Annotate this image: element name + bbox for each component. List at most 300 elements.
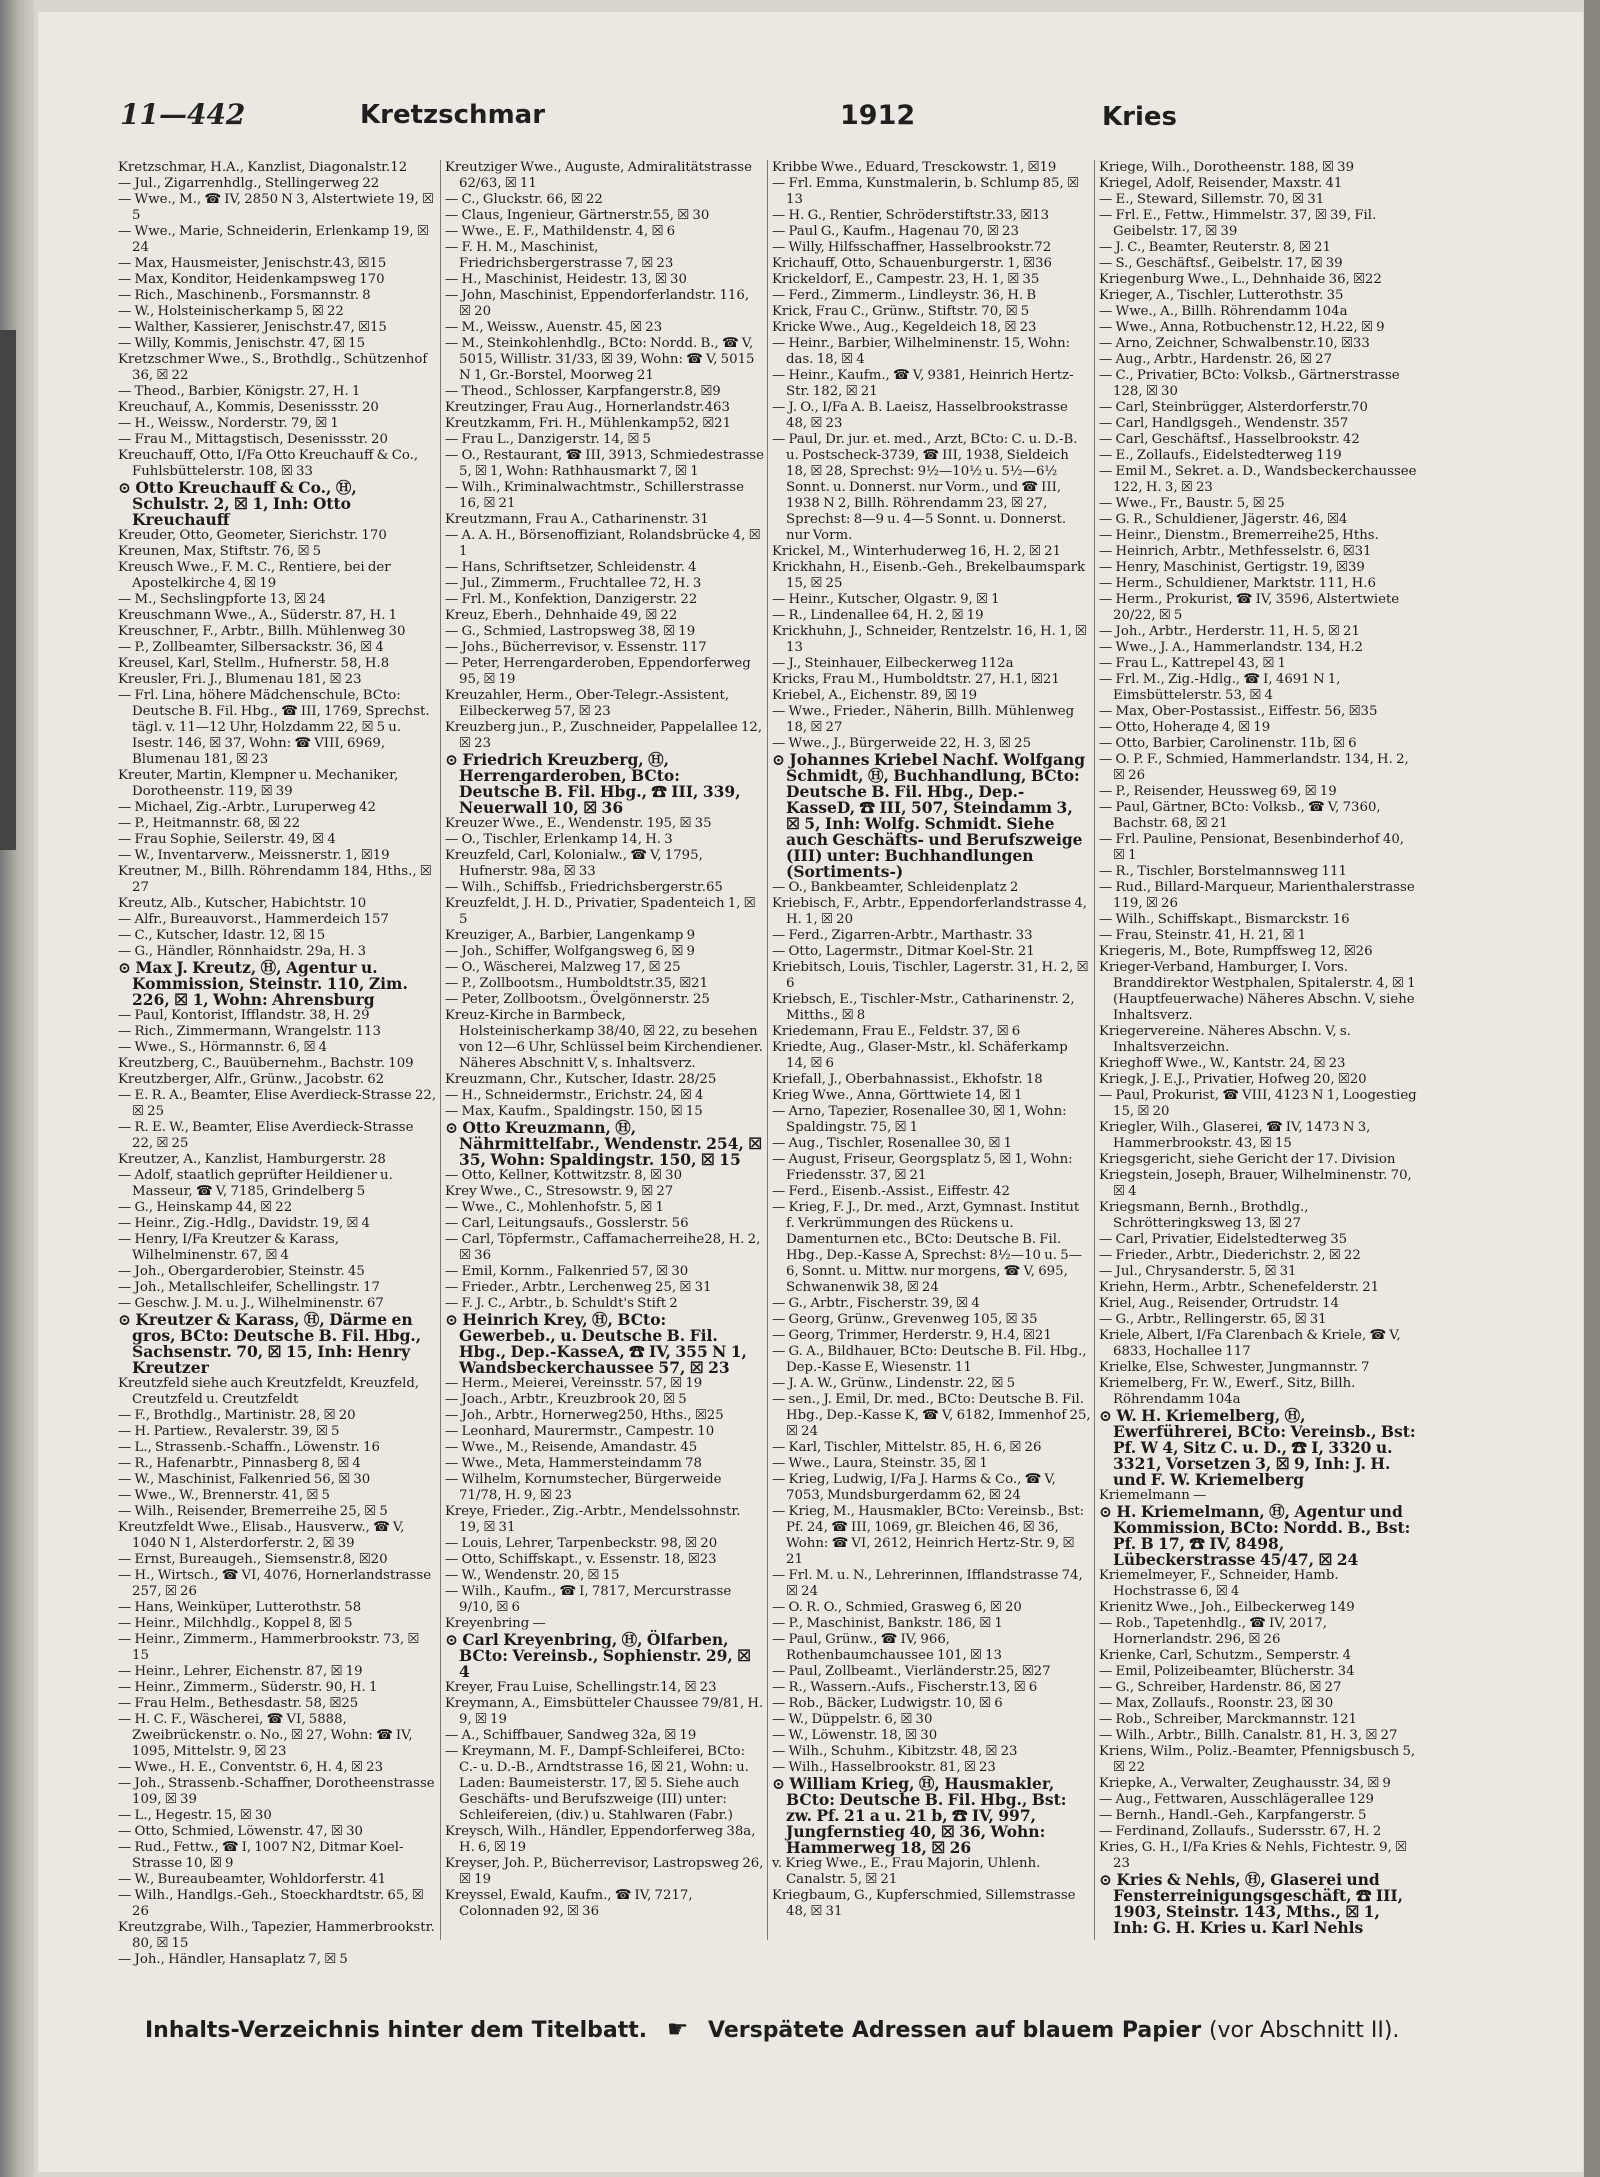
directory-entry: — Wilh., Kaufm., ☎ I, 7817, Mercurstrasse 9/10, ☒ 6 xyxy=(445,1584,732,1615)
directory-entry: — A., Schiffbauer, Sandweg 32a, ☒ 19 xyxy=(445,1728,697,1743)
directory-entry: — Bernh., Handl.-Geh., Karpfangerstr. 5 xyxy=(1099,1808,1367,1823)
directory-entry: — John, Maschinist, Eppendorferlandstr. 116, ☒ 20 xyxy=(445,288,750,319)
directory-entry: — Wwe., J., Bürgerweide 22, H. 3, ☒ 25 xyxy=(772,736,1032,751)
directory-entry: Kreuder, Otto, Geometer, Sierichstr. 170 xyxy=(118,528,387,543)
directory-entry: — Heinr., Barbier, Wilhelminenstr. 15, Wohn: das. 18, ☒ 4 xyxy=(772,336,1071,367)
directory-entry: — Herm., Meierei, Vereinsstr. 57, ☒ 19 xyxy=(445,1376,703,1391)
directory-entry: — Wilh., Kriminalwachtmstr., Schillerstrasse 16, ☒ 21 xyxy=(445,480,744,511)
directory-entry: Kreuz-Kirche in Barmbeck, Holsteinischerkamp 38/40, ☒ 22, zu besehen von 12—6 Uhr, Schlüssel beim Kirchendiener. Näheres Abschnitt V, s. Inhaltsverz. xyxy=(445,1008,763,1071)
directory-entry: — Joh., Händler, Hansaplatz 7, ☒ 5 xyxy=(118,1952,348,1967)
directory-entry: — R., Wassern.-Aufs., Fischerstr.13, ☒ 6 xyxy=(772,1680,1038,1695)
directory-entry: Kriehn, Herm., Arbtr., Schenefelderstr. 21 xyxy=(1099,1280,1380,1295)
directory-entry: Kreutzfeld siehe auch Kreutzfeldt, Kreuzfeld, Creutzfeld u. Creutzfeldt xyxy=(118,1376,420,1407)
directory-entry: — Jul., Zimmerm., Fruchtallee 72, H. 3 xyxy=(445,576,702,591)
directory-entry: Kriegel, Adolf, Reisender, Maxstr. 41 xyxy=(1099,176,1343,191)
directory-entry: — O., Restaurant, ☎ III, 3913, Schmiedestrasse 5, ☒ 1, Wohn: Rathhausmarkt 7, ☒ 1 xyxy=(445,448,765,479)
directory-entry: Kriens, Wilm., Poliz.-Beamter, Pfennigsbusch 5, ☒ 22 xyxy=(1099,1744,1416,1775)
directory-entry: — Ferd., Zigarren-Arbtr., Marthastr. 33 xyxy=(772,928,1033,943)
directory-entry: Kreye, Frieder., Zig.-Arbtr., Mendelssohnstr. 19, ☒ 31 xyxy=(445,1504,741,1535)
directory-entry: Kretzschmar, H.A., Kanzlist, Diagonalstr.12 xyxy=(118,160,408,175)
directory-entry: — M., Weissw., Auenstr. 45, ☒ 23 xyxy=(445,320,663,335)
directory-entry: — H. C. F., Wäscherei, ☎ VI, 5888, Zweibrückenstr. o. No., ☒ 27, Wohn: ☎ IV, 1095, Mittelstr. 9, ☒ 23 xyxy=(118,1712,413,1759)
directory-entry: ⊙ Kries & Nehls, Ⓗ, Glaserei und Fensterreinigungsgeschäft, ☎ III, 1903, Steinstr. 143, Mths., ☒ 1, Inh: G. H. Kries u. Karl Nehls xyxy=(1099,1870,1404,1937)
directory-entry: — Otto, Kellner, Kottwitzstr. 8, ☒ 30 xyxy=(445,1168,683,1183)
directory-entry: — P., Zollbeamter, Silbersackstr. 36, ☒ 4 xyxy=(118,640,384,655)
directory-entry: — Carl, Handlgsgeh., Wendenstr. 357 xyxy=(1099,416,1349,431)
directory-entry: Kriegervereine. Näheres Abschn. V, s. Inhaltsverzeichn. xyxy=(1099,1024,1351,1055)
directory-entry: — Hans, Weinküper, Lutterothstr. 58 xyxy=(118,1600,362,1615)
directory-entry: — Joh., Arbtr., Hornerweg250, Hths., ☒25 xyxy=(445,1408,724,1423)
directory-entry: — Krieg, M., Hausmakler, BCto: Vereinsb., Bst: Pf. 24, ☎ III, 1069, gr. Bleichen 46, ☒ 36, Wohn: ☎ VI, 2612, Heinrich Hertz-Str. 9, ☒ 21 xyxy=(772,1504,1085,1567)
directory-entry: ⊙ Max J. Kreutz, Ⓗ, Agentur u. Kommission, Steinstr. 110, Zim. 226, ☒ 1, Wohn: Ahrensburg xyxy=(118,958,408,1009)
directory-entry: Kreuchauf, A., Kommis, Desenissstr. 20 xyxy=(118,400,379,415)
directory-entry: — Wilh., Arbtr., Billh. Canalstr. 81, H. 3, ☒ 27 xyxy=(1099,1728,1398,1743)
directory-entry: Kreymann, A., Eimsbütteler Chaussee 79/81, H. 9, ☒ 19 xyxy=(445,1696,764,1727)
directory-entry: — Joh., Schiffer, Wolfgangsweg 6, ☒ 9 xyxy=(445,944,695,959)
directory-entry: — Rud., Billard-Marqueur, Marienthalerstrasse 119, ☒ 26 xyxy=(1099,880,1415,911)
directory-entry: — P., Zollbootsm., Humboldtstr.35, ☒21 xyxy=(445,976,709,991)
directory-entry: — Arno, Tapezier, Rosenallee 30, ☒ 1, Wohn: Spaldingstr. 75, ☒ 1 xyxy=(772,1104,1067,1135)
directory-entry: Kreutz, Alb., Kutscher, Habichtstr. 10 xyxy=(118,896,367,911)
directory-entry: Kreutzmann, Frau A., Catharinenstr. 31 xyxy=(445,512,709,527)
directory-entry: — F. H. M., Maschinist, Friedrichsbergerstrasse 7, ☒ 23 xyxy=(445,240,674,271)
directory-entry: — Rud., Fettw., ☎ I, 1007 N2, Ditmar Koel-Strasse 10, ☒ 9 xyxy=(118,1840,404,1871)
directory-entry: — sen., J. Emil, Dr. med., BCto: Deutsche B. Fil. Hbg., Dep.-Kasse K, ☎ V, 6182, Immenhof 25, ☒ 24 xyxy=(772,1392,1091,1439)
directory-entry: — Aug., Arbtr., Hardenstr. 26, ☒ 27 xyxy=(1099,352,1333,367)
directory-entry: — R., Tischler, Borstelmannsweg 111 xyxy=(1099,864,1347,879)
directory-entry: Krieghoff Wwe., W., Kantstr. 24, ☒ 23 xyxy=(1099,1056,1346,1071)
directory-entry: — Wwe., S., Hörmannstr. 6, ☒ 4 xyxy=(118,1040,328,1055)
directory-entry: Kreutzkamm, Fri. H., Mühlenkamp52, ☒21 xyxy=(445,416,732,431)
directory-entry: — W., Bureaubeamter, Wohldorferstr. 41 xyxy=(118,1872,387,1887)
directory-entry: — Max, Zollaufs., Roonstr. 23, ☒ 30 xyxy=(1099,1696,1334,1711)
directory-entry: Kriel, Aug., Reisender, Ortrudstr. 14 xyxy=(1099,1296,1340,1311)
directory-entry: Krieger-Verband, Hamburger, I. Vors. Branddirektor Westphalen, Spitalerstr. 4, ☒ 1 (Hauptfeuerwache) Näheres Abschn. V, siehe Inhaltsverz. xyxy=(1099,960,1416,1023)
directory-entry: — Wwe., W., Brennerstr. 41, ☒ 5 xyxy=(118,1488,330,1503)
directory-entry: — O., Bankbeamter, Schleidenplatz 2 xyxy=(772,880,1019,895)
column-4 xyxy=(1099,160,1422,1940)
directory-entry: Kreutzberg, C., Bauübernehm., Bachstr. 109 xyxy=(118,1056,414,1071)
directory-entry: Krichauff, Otto, Schauenburgerstr. 1, ☒36 xyxy=(772,256,1052,271)
directory-entry: Krielke, Else, Schwester, Jungmannstr. 7 xyxy=(1099,1360,1370,1375)
directory-entry: — Wwe., Laura, Steinstr. 35, ☒ 1 xyxy=(772,1456,988,1471)
directory-entry: Kriefall, J., Oberbahnassist., Ekhofstr. 18 xyxy=(772,1072,1043,1087)
footer-late-addresses-note xyxy=(708,2018,1399,2043)
directory-entry: Kriebitsch, Louis, Tischler, Lagerstr. 31, H. 2, ☒ 6 xyxy=(772,960,1089,991)
directory-entry: — Willy, Hilfsschaffner, Hasselbrookstr.72 xyxy=(772,240,1052,255)
directory-entry: — W., Inventarverw., Meissnerstr. 1, ☒19 xyxy=(118,848,390,863)
directory-entry: ⊙ Otto Kreuzmann, Ⓗ, Nährmittelfabr., Wendenstr. 254, ☒ 35, Wohn: Spaldingstr. 150, ☒ 15 xyxy=(445,1118,763,1169)
directory-entry: — Heinr., Milchhdlg., Koppel 8, ☒ 5 xyxy=(118,1616,353,1631)
directory-entry: — Paul, Gärtner, BCto: Volksb., ☎ V, 7360, Bachstr. 68, ☒ 21 xyxy=(1099,800,1381,831)
directory-entry: Kreyssel, Ewald, Kaufm., ☎ IV, 7217, Colonnaden 92, ☒ 36 xyxy=(445,1888,693,1919)
directory-entry: Kriegstein, Joseph, Brauer, Wilhelminenstr. 70, ☒ 4 xyxy=(1099,1168,1412,1199)
directory-entry: — Frau Sophie, Seilerstr. 49, ☒ 4 xyxy=(118,832,336,847)
directory-columns xyxy=(118,160,1423,1967)
directory-entry: — Wilh., Hasselbrookstr. 81, ☒ 23 xyxy=(772,1760,996,1775)
directory-entry: — E., Steward, Sillemstr. 70, ☒ 31 xyxy=(1099,192,1325,207)
directory-entry: — Louis, Lehrer, Tarpenbeckstr. 98, ☒ 20 xyxy=(445,1536,718,1551)
directory-entry: — R. E. W., Beamter, Elise Averdieck-Strasse 22, ☒ 25 xyxy=(118,1120,414,1151)
directory-entry: — M., Sechslingpforte 13, ☒ 24 xyxy=(118,592,326,607)
directory-entry: — Peter, Herrengarderoben, Eppendorferweg 95, ☒ 19 xyxy=(445,656,751,687)
directory-entry: — Theod., Schlosser, Karpfangerstr.8, ☒9 xyxy=(445,384,721,399)
directory-entry: — Frau, Steinstr. 41, H. 21, ☒ 1 xyxy=(1099,928,1307,943)
directory-entry: — Wilh., Schuhm., Kibitzstr. 48, ☒ 23 xyxy=(772,1744,1018,1759)
directory-entry: Kriegsmann, Bernh., Brothdlg., Schrötteringksweg 13, ☒ 27 xyxy=(1099,1200,1309,1231)
directory-entry: — Max, Konditor, Heidenkampsweg 170 xyxy=(118,272,385,287)
directory-entry: — Carl, Steinbrügger, Alsterdorferstr.70 xyxy=(1099,400,1368,415)
scan-binding-edge xyxy=(0,0,34,2177)
directory-entry: — Ferd., Zimmerm., Lindleystr. 36, H. B xyxy=(772,288,1037,303)
scan-right-edge xyxy=(1584,0,1600,2177)
directory-entry: — Otto, Lagermstr., Ditmar Koel-Str. 21 xyxy=(772,944,1035,959)
directory-entry: Krieg Wwe., Anna, Görttwiete 14, ☒ 1 xyxy=(772,1088,1023,1103)
directory-entry: — Heinr., Kaufm., ☎ V, 9381, Heinrich Hertz-Str. 182, ☒ 21 xyxy=(772,368,1074,399)
footer-section-ref: (vor Abschnitt II). xyxy=(1208,2018,1400,2043)
directory-entry: — Frieder., Arbtr., Diederichstr. 2, ☒ 22 xyxy=(1099,1248,1361,1263)
directory-entry: — Theod., Barbier, Königstr. 27, H. 1 xyxy=(118,384,361,399)
spine-tab xyxy=(0,330,16,850)
directory-entry: — Heinr., Lehrer, Eichenstr. 87, ☒ 19 xyxy=(118,1664,363,1679)
directory-entry: — Emil, Kornm., Falkenried 57, ☒ 30 xyxy=(445,1264,689,1279)
directory-entry: — Joh., Metallschleifer, Schellingstr. 17 xyxy=(118,1280,380,1295)
directory-entry: — W., Wendenstr. 20, ☒ 15 xyxy=(445,1568,620,1583)
directory-entry: Kreuzer Wwe., E., Wendenstr. 195, ☒ 35 xyxy=(445,816,712,831)
directory-entry: v. Krieg Wwe., E., Frau Majorin, Uhlenh. Canalstr. 5, ☒ 21 xyxy=(772,1856,1041,1887)
directory-entry: Krienitz Wwe., Joh., Eilbeckerweg 149 xyxy=(1099,1600,1355,1615)
directory-entry: Kriegbaum, G., Kupferschmied, Sillemstrasse 48, ☒ 31 xyxy=(772,1888,1076,1919)
page-number: 11—442 xyxy=(120,98,246,131)
directory-entry: — J. O., I/Fa A. B. Laeisz, Hasselbrookstrasse 48, ☒ 23 xyxy=(772,400,1068,431)
directory-entry: Kriemelmann — xyxy=(1099,1488,1207,1503)
directory-entry: Kriemelmeyer, F., Schneider, Hamb. Hochstrasse 6, ☒ 4 xyxy=(1099,1568,1339,1599)
directory-entry: — F., Brothdlg., Martinistr. 28, ☒ 20 xyxy=(118,1408,356,1423)
directory-entry: — C., Kutscher, Idastr. 12, ☒ 15 xyxy=(118,928,326,943)
directory-entry: ⊙ Heinrich Krey, Ⓗ, BCto: Gewerbeb., u. Deutsche B. Fil. Hbg., Dep.-KasseA, ☎ IV, 355 N 1, Wandsbeckerchaussee 57, ☒ 23 xyxy=(445,1310,747,1377)
directory-entry: — H., Schneidermstr., Erichstr. 24, ☒ 4 xyxy=(445,1088,704,1103)
directory-entry: — Wwe., C., Mohlenhofstr. 5, ☒ 1 xyxy=(445,1200,664,1215)
directory-entry: — Heinr., Kutscher, Olgastr. 9, ☒ 1 xyxy=(772,592,1000,607)
directory-entry: — Aug., Tischler, Rosenallee 30, ☒ 1 xyxy=(772,1136,1012,1151)
directory-entry: — Joh., Obergarderobier, Steinstr. 45 xyxy=(118,1264,365,1279)
directory-entry: Kreusel, Karl, Stellm., Hufnerstr. 58, H.8 xyxy=(118,656,390,671)
directory-entry: Kribbe Wwe., Eduard, Tresckowstr. 1, ☒19 xyxy=(772,160,1057,175)
directory-entry: — Wwe., E. F., Mathildenstr. 4, ☒ 6 xyxy=(445,224,676,239)
directory-entry: Kriedemann, Frau E., Feldstr. 37, ☒ 6 xyxy=(772,1024,1021,1039)
directory-entry: — Wilh., Reisender, Bremerreihe 25, ☒ 5 xyxy=(118,1504,388,1519)
year-heading: 1912 xyxy=(840,100,916,131)
directory-entry: — Frau Helm., Bethesdastr. 58, ☒25 xyxy=(118,1696,359,1711)
directory-entry: Kreysch, Wilh., Händler, Eppendorferweg 38a, H. 6, ☒ 19 xyxy=(445,1824,756,1855)
directory-entry: — R., Lindenallee 64, H. 2, ☒ 19 xyxy=(772,608,984,623)
directory-entry: — Max, Ober-Postassist., Eiffestr. 56, ☒35 xyxy=(1099,704,1378,719)
directory-entry: Krickhahn, H., Eisenb.-Geh., Brekelbaumspark 15, ☒ 25 xyxy=(772,560,1086,591)
directory-entry: — L., Strassenb.-Schaffn., Löwenstr. 16 xyxy=(118,1440,380,1455)
directory-entry: — G. A., Bildhauer, BCto: Deutsche B. Fil. Hbg., Dep.-Kasse E, Wiesenstr. 11 xyxy=(772,1344,1087,1375)
directory-entry: ⊙ Otto Kreuchauff & Co., Ⓗ, Schulstr. 2, ☒ 1, Inh: Otto Kreuchauff xyxy=(118,478,357,529)
directory-entry: — Peter, Zollbootsm., Övelgönnerstr. 25 xyxy=(445,992,710,1007)
directory-entry: — Otto, Hoheraде 4, ☒ 19 xyxy=(1099,720,1271,735)
directory-entry: — Paul, Prokurist, ☎ VIII, 4123 N 1, Loogestieg 15, ☒ 20 xyxy=(1099,1088,1417,1119)
directory-entry: Krick, Frau C., Grünw., Stiftstr. 70, ☒ 5 xyxy=(772,304,1030,319)
directory-entry: Kriebisch, F., Arbtr., Eppendorferlandstrasse 4, H. 1, ☒ 20 xyxy=(772,896,1088,927)
column-2 xyxy=(445,160,768,1940)
directory-entry: — W., Holsteinischerkamp 5, ☒ 22 xyxy=(118,304,344,319)
directory-entry: Kreunen, Max, Stiftstr. 76, ☒ 5 xyxy=(118,544,322,559)
directory-entry: Kreuzfeldt, J. H. D., Privatier, Spadenteich 1, ☒ 5 xyxy=(445,896,756,927)
directory-entry: — C., Gluckstr. 66, ☒ 22 xyxy=(445,192,603,207)
directory-entry: Krey Wwe., C., Stresowstr. 9, ☒ 27 xyxy=(445,1184,674,1199)
directory-entry: ⊙ Kreutzer & Karass, Ⓗ, Därme en gros, BCto: Deutsche B. Fil. Hbg., Sachsenstr. 70, ☒ 15, Inh: Henry Kreutzer xyxy=(118,1310,422,1377)
directory-entry: — Ernst, Bureaugeh., Siemsenstr.8, ☒20 xyxy=(118,1552,388,1567)
directory-entry: — Max, Kaufm., Spaldingstr. 150, ☒ 15 xyxy=(445,1104,703,1119)
directory-entry: — Hans, Schriftsetzer, Schleidenstr. 4 xyxy=(445,560,697,575)
directory-entry: Kreuschner, F., Arbtr., Billh. Mühlenweg 30 xyxy=(118,624,406,639)
directory-entry: — Wilh., Schiffsb., Friedrichsbergerstr.65 xyxy=(445,880,723,895)
directory-entry: — Adolf, staatlich geprüfter Heildiener u. Masseur, ☎ V, 7185, Grindelberg 5 xyxy=(118,1168,393,1199)
directory-entry: — Max, Hausmeister, Jenischstr.43, ☒15 xyxy=(118,256,387,271)
directory-entry: Kreutzfeldt Wwe., Elisab., Hausverw., ☎ V, 1040 N 1, Alsterdorferstr. 2, ☒ 39 xyxy=(118,1520,405,1551)
directory-entry: ⊙ Carl Kreyenbring, Ⓗ, Ölfarben, BCto: Vereinsb., Sophienstr. 29, ☒ 4 xyxy=(445,1630,752,1681)
directory-entry: — G., Händler, Rönnhaidstr. 29a, H. 3 xyxy=(118,944,367,959)
directory-entry: — Heinr., Zig.-Hdlg., Davidstr. 19, ☒ 4 xyxy=(118,1216,371,1231)
directory-entry: Kreuchauff, Otto, I/Fa Otto Kreuchauff & Co., Fuhlsbüttelerstr. 108, ☒ 33 xyxy=(118,448,419,479)
directory-entry: Kreusler, Fri. J., Blumenau 181, ☒ 23 xyxy=(118,672,362,687)
directory-entry: — Frieder., Arbtr., Lerchenweg 25, ☒ 31 xyxy=(445,1280,712,1295)
directory-entry: — Michael, Zig.-Arbtr., Luruperweg 42 xyxy=(118,800,376,815)
directory-entry: — Joh., Strassenb.-Schaffner, Dorotheenstrasse 109, ☒ 39 xyxy=(118,1776,435,1807)
directory-entry: Kricks, Frau M., Humboldtstr. 27, H.1, ☒21 xyxy=(772,672,1060,687)
column-1 xyxy=(118,160,441,1967)
directory-entry: Kreuzahler, Herm., Ober-Telegr.-Assistent, Eilbeckerweg 57, ☒ 23 xyxy=(445,688,730,719)
directory-entry: — Wwe., M., ☎ IV, 2850 N 3, Alstertwiete 19, ☒ 5 xyxy=(118,192,434,223)
directory-entry: ⊙ H. Kriemelmann, Ⓗ, Agentur und Kommission, BCto: Nordd. B., Bst: Pf. B 17, ☎ IV, 8498, Lübeckerstrasse 45/47, ☒ 24 xyxy=(1099,1502,1411,1569)
directory-entry: — Otto, Schmied, Löwenstr. 47, ☒ 30 xyxy=(118,1824,363,1839)
directory-entry: Krickhuhn, J., Schneider, Rentzelstr. 16, H. 1, ☒ 13 xyxy=(772,624,1087,655)
directory-entry: — Wilh., Handlgs.-Geh., Stoeckhardtstr. 65, ☒ 26 xyxy=(118,1888,424,1919)
directory-entry: Kriebel, A., Eichenstr. 89, ☒ 19 xyxy=(772,688,978,703)
page-header xyxy=(120,98,1520,142)
directory-entry: — S., Geschäftsf., Geibelstr. 17, ☒ 39 xyxy=(1099,256,1343,271)
directory-entry: — Georg, Trimmer, Herderstr. 9, H.4, ☒21 xyxy=(772,1328,1052,1343)
directory-entry: Kreuzberg jun., P., Zuschneider, Pappelallee 12, ☒ 23 xyxy=(445,720,763,751)
directory-entry: — H. Partiew., Revalerstr. 39, ☒ 5 xyxy=(118,1424,340,1439)
left-running-head: Kretzschmar xyxy=(360,100,546,130)
directory-entry: — W., Maschinist, Falkenried 56, ☒ 30 xyxy=(118,1472,371,1487)
directory-entry: — G., Schreiber, Hardenstr. 86, ☒ 27 xyxy=(1099,1680,1342,1695)
directory-entry: — O., Tischler, Erlenkamp 14, H. 3 xyxy=(445,832,673,847)
directory-entry: — Carl, Privatier, Eidelstedterweg 35 xyxy=(1099,1232,1348,1247)
directory-entry: — Walther, Kassierer, Jenischstr.47, ☒15 xyxy=(118,320,387,335)
directory-entry: — Frl. M., Zig.-Hdlg., ☎ I, 4691 N 1, Eimsbüttelerstr. 53, ☒ 4 xyxy=(1099,672,1341,703)
directory-entry: — Carl, Töpfermstr., Caffamacherreihe28, H. 2, ☒ 36 xyxy=(445,1232,761,1263)
directory-entry: — Rob., Bäcker, Ludwigstr. 10, ☒ 6 xyxy=(772,1696,1003,1711)
directory-entry: Kriegler, Wilh., Glaserei, ☎ IV, 1473 N 3, Hammerbrookstr. 43, ☒ 15 xyxy=(1099,1120,1371,1151)
directory-entry: — Krieg, F. J., Dr. med., Arzt, Gymnast. Institut f. Verkrümmungen des Rückens u. Damenturnen etc., BCto: Deutsche B. Fil. Hbg., Dep.-Kasse A, Sprechst: 8½—10 u. 5—6, Sonnt. u. Mittw. nur morgens, ☎ V, 695, Schwanenwik 38, ☒ 24 xyxy=(772,1200,1083,1295)
directory-entry: — W., Düppelstr. 6, ☒ 30 xyxy=(772,1712,933,1727)
directory-entry: — Heinr., Dienstm., Bremerreihe25, Hths. xyxy=(1099,528,1379,543)
directory-entry: — Henry, Maschinist, Gertigstr. 19, ☒39 xyxy=(1099,560,1365,575)
directory-entry: Kreyenbring — xyxy=(445,1616,546,1631)
directory-entry: — H., Maschinist, Heidestr. 13, ☒ 30 xyxy=(445,272,687,287)
directory-entry: — E. R. A., Beamter, Elise Averdieck-Strasse 22, ☒ 25 xyxy=(118,1088,437,1119)
footer-late-addresses-text: Verspätete Adressen auf blauem Papier xyxy=(708,2018,1202,2043)
directory-entry: — Otto, Schiffskapt., v. Essenstr. 18, ☒23 xyxy=(445,1552,717,1567)
directory-entry: — Henry, I/Fa Kreutzer & Karass, Wilhelminenstr. 67, ☒ 4 xyxy=(118,1232,339,1263)
directory-entry: — Ferd., Eisenb.-Assist., Eiffestr. 42 xyxy=(772,1184,1010,1199)
directory-entry: Kriegeris, M., Bote, Rumpffsweg 12, ☒26 xyxy=(1099,944,1373,959)
directory-entry: ⊙ William Krieg, Ⓗ, Hausmakler, BCto: Deutsche B. Fil. Hbg., Bst: zw. Pf. 21 a u. 21 b, ☎ IV, 997, Jungfernstieg 40, ☒ 36, Wohn: Hammerweg 18, ☒ 26 xyxy=(772,1774,1067,1857)
directory-entry: — G., Heinskamp 44, ☒ 22 xyxy=(118,1200,293,1215)
directory-entry: — Paul, Zollbeamt., Vierländerstr.25, ☒27 xyxy=(772,1664,1051,1679)
directory-entry: — G., Arbtr., Rellingerstr. 65, ☒ 31 xyxy=(1099,1312,1327,1327)
directory-entry: — Georg, Grünw., Grevenweg 105, ☒ 35 xyxy=(772,1312,1038,1327)
directory-entry: — Ferdinand, Zollaufs., Sudersstr. 67, H. 2 xyxy=(1099,1824,1382,1839)
directory-entry: — Heinr., Zimmerm., Süderstr. 90, H. 1 xyxy=(118,1680,378,1695)
directory-entry: — Wwe., J. A., Hammerlandstr. 134, H.2 xyxy=(1099,640,1364,655)
directory-entry: — A. A. H., Börsenoffiziant, Rolandsbrücke 4, ☒ 1 xyxy=(445,528,761,559)
directory-entry: — F. J. C., Arbtr., b. Schuldt's Stift 2 xyxy=(445,1296,678,1311)
directory-entry: — P., Heitmannstr. 68, ☒ 22 xyxy=(118,816,301,831)
directory-entry: Krickeldorf, E., Campestr. 23, H. 1, ☒ 35 xyxy=(772,272,1040,287)
directory-entry: Kreutzberger, Alfr., Grünw., Jacobstr. 62 xyxy=(118,1072,385,1087)
directory-entry: — H., Weissw., Norderstr. 79, ☒ 1 xyxy=(118,416,339,431)
directory-entry: Krieger, A., Tischler, Lutterothstr. 35 xyxy=(1099,288,1344,303)
directory-entry: — Frau L., Kattrepel 43, ☒ 1 xyxy=(1099,656,1286,671)
directory-entry: — Wwe., H. E., Conventstr. 6, H. 4, ☒ 23 xyxy=(118,1760,384,1775)
directory-entry: Kreuzmann, Chr., Kutscher, Idastr. 28/25 xyxy=(445,1072,717,1087)
directory-entry: — Wwe., Anna, Rotbuchenstr.12, H.22, ☒ 9 xyxy=(1099,320,1385,335)
directory-entry: — Johs., Bücherrevisor, v. Essenstr. 117 xyxy=(445,640,707,655)
directory-entry: — W., Löwenstr. 18, ☒ 30 xyxy=(772,1728,938,1743)
directory-entry: — Paul, Dr. jur. et. med., Arzt, BCto: C. u. D.-B. u. Postscheck-3739, ☎ III, 1938, Sieldeich 18, ☒ 28, Sprechst: 9½—10½ u. 5½—6½ Sonnt. u. Donnerst. nur Vorm., und ☎ III, 1938 N 2, Billh. Röhrendamm 23, ☒ 27, Sprechst: 8—9 u. 4—5 Sonnt. u. Donnerst. nur Vorm. xyxy=(772,432,1078,543)
directory-entry: — Frl. E., Fettw., Himmelstr. 37, ☒ 39, Fil. Geibelstr. 17, ☒ 39 xyxy=(1099,208,1377,239)
directory-entry: Kreutzgrabe, Wilh., Tapezier, Hammerbrookstr. 80, ☒ 15 xyxy=(118,1920,435,1951)
directory-entry: Krickel, M., Winterhuderweg 16, H. 2, ☒ 21 xyxy=(772,544,1061,559)
directory-entry: Kriebsch, E., Tischler-Mstr., Catharinenstr. 2, Mitths., ☒ 8 xyxy=(772,992,1075,1023)
directory-entry: ⊙ Johannes Kriebel Nachf. Wolfgang Schmidt, Ⓗ, Buchhandlung, BCto: Deutsche B. Fil. Hbg., Dep.-KasseD, ☎ III, 507, Steindamm 3, ☒ 5, Inh: Wolfg. Schmidt. Siehe auch Geschäfts- und Berufszweige (III) unter: Buchhandlungen (Sortiments-) xyxy=(772,750,1086,881)
directory-entry: — Alfr., Bureauvorst., Hammerdeich 157 xyxy=(118,912,389,927)
directory-entry: — Kreymann, M. F., Dampf-Schleiferei, BCto: C.- u. D.-B., Arndtstrasse 16, ☒ 21, Wohn: u. Laden: Baumeisterstr. 17, ☒ 5. Siehe auch Geschäfts- und Berufszweige (III) unter: Schleifereien, (div.) u. Stahlwaren (Fabr.) xyxy=(445,1744,749,1823)
directory-entry: Kriegk, J. E.J., Privatier, Hofweg 20, ☒20 xyxy=(1099,1072,1367,1087)
directory-entry: — L., Hegestr. 15, ☒ 30 xyxy=(118,1808,272,1823)
directory-entry: Kriege, Wilh., Dorotheenstr. 188, ☒ 39 xyxy=(1099,160,1355,175)
directory-entry: Kreutzer, A., Kanzlist, Hamburgerstr. 28 xyxy=(118,1152,386,1167)
pointing-hand-icon: ☛ xyxy=(666,2015,689,2043)
directory-entry: — P., Reisender, Heussweg 69, ☒ 19 xyxy=(1099,784,1337,799)
directory-entry: — Jul., Zigarrenhdlg., Stellingerweg 22 xyxy=(118,176,380,191)
directory-entry: — Carl, Leitungsaufs., Gosslerstr. 56 xyxy=(445,1216,689,1231)
directory-entry: Kreutzinger, Frau Aug., Hornerlandstr.463 xyxy=(445,400,730,415)
directory-entry: Kreuter, Martin, Klempner u. Mechaniker, Dorotheenstr. 119, ☒ 39 xyxy=(118,768,399,799)
directory-entry: — Wwe., Marie, Schneiderin, Erlenkamp 19, ☒ 24 xyxy=(118,224,429,255)
directory-entry: — Rich., Maschinenb., Forsmannstr. 8 xyxy=(118,288,371,303)
directory-entry: — Arno, Zeichner, Schwalbenstr.10, ☒33 xyxy=(1099,336,1370,351)
directory-entry: — Heinrich, Arbtr., Methfesselstr. 6, ☒31 xyxy=(1099,544,1372,559)
directory-entry: — Paul, Kontorist, Ifflandstr. 38, H. 29 xyxy=(118,1008,370,1023)
directory-entry: — Carl, Geschäftsf., Hasselbrookstr. 42 xyxy=(1099,432,1360,447)
directory-entry: — G., Arbtr., Fischerstr. 39, ☒ 4 xyxy=(772,1296,980,1311)
directory-entry: Kreuschmann Wwe., A., Süderstr. 87, H. 1 xyxy=(118,608,398,623)
directory-entry: ⊙ W. H. Kriemelberg, Ⓗ, Ewerführerei, BCto: Vereinsb., Bst: Pf. W 4, Sitz C. u. D., ☎ I, 3320 u. 3321, Vorsetzen 3, ☒ 9, Inh: J. H. und F. W. Kriemelberg xyxy=(1099,1406,1416,1489)
directory-entry: — Rob., Tapetenhdlg., ☎ IV, 2017, Hornerlandstr. 296, ☒ 26 xyxy=(1099,1616,1328,1647)
directory-entry: — Wwe., Meta, Hammersteindamm 78 xyxy=(445,1456,702,1471)
directory-entry: — Frl. Emma, Kunstmalerin, b. Schlump 85, ☒ 13 xyxy=(772,176,1079,207)
directory-entry: — Paul, Grünw., ☎ IV, 966, Rothenbaumchaussee 101, ☒ 13 xyxy=(772,1632,1002,1663)
directory-entry: ⊙ Friedrich Kreuzberg, Ⓗ, Herrengarderoben, BCto: Deutsche B. Fil. Hbg., ☎ III, 339, Neuerwall 10, ☒ 36 xyxy=(445,750,741,817)
directory-entry: — C., Privatier, BCto: Volksb., Gärtnerstrasse 128, ☒ 30 xyxy=(1099,368,1400,399)
footer-index-note: Inhalts-Verzeichnis hinter dem Titelbatt. xyxy=(145,2018,648,2043)
directory-entry: Kreyer, Frau Luise, Schellingstr.14, ☒ 23 xyxy=(445,1680,717,1695)
directory-entry: — E., Zollaufs., Eidelstedterweg 119 xyxy=(1099,448,1342,463)
directory-entry: — O. P. F., Schmied, Hammerlandstr. 134, H. 2, ☒ 26 xyxy=(1099,752,1409,783)
directory-entry: — Geschw. J. M. u. J., Wilhelminenstr. 67 xyxy=(118,1296,384,1311)
directory-entry: — Otto, Barbier, Carolinenstr. 11b, ☒ 6 xyxy=(1099,736,1357,751)
directory-entry: — Jul., Chrysanderstr. 5, ☒ 31 xyxy=(1099,1264,1297,1279)
directory-entry: — H. G., Rentier, Schröderstiftstr.33, ☒13 xyxy=(772,208,1050,223)
directory-entry: — Paul G., Kaufm., Hagenau 70, ☒ 23 xyxy=(772,224,1019,239)
directory-entry: — Frau L., Danzigerstr. 14, ☒ 5 xyxy=(445,432,651,447)
directory-entry: Kriele, Albert, I/Fa Clarenbach & Kriele, ☎ V, 6833, Hochallee 117 xyxy=(1099,1328,1401,1359)
directory-entry: — Frau M., Mittagstisch, Desenissstr. 20 xyxy=(118,432,388,447)
directory-entry: — Krieg, Ludwig, I/Fa J. Harms & Co., ☎ V, 7053, Mundsburgerdamm 62, ☒ 24 xyxy=(772,1472,1056,1503)
directory-entry: — Herm., Schuldiener, Marktstr. 111, H.6 xyxy=(1099,576,1376,591)
directory-entry: — Wwe., M., Reisende, Amandastr. 45 xyxy=(445,1440,698,1455)
right-running-head: Kries xyxy=(1102,102,1177,132)
directory-entry: — August, Friseur, Georgsplatz 5, ☒ 1, Wohn: Friedensstr. 37, ☒ 21 xyxy=(772,1152,1073,1183)
directory-entry: Kriegsgericht, siehe Gericht der 17. Division xyxy=(1099,1152,1396,1167)
directory-entry: — Emil, Polizeibeamter, Blücherstr. 34 xyxy=(1099,1664,1355,1679)
directory-entry: Kreutner, M., Billh. Röhrendamm 184, Hths., ☒ 27 xyxy=(118,864,432,895)
directory-entry: — Karl, Tischler, Mittelstr. 85, H. 6, ☒ 26 xyxy=(772,1440,1042,1455)
directory-entry: — Wwe., A., Billh. Röhrendamm 104a xyxy=(1099,304,1348,319)
directory-entry: — Frl. M. u. N., Lehrerinnen, Ifflandstrasse 74, ☒ 24 xyxy=(772,1568,1083,1599)
directory-entry: Kretzschmer Wwe., S., Brothdlg., Schützenhof 36, ☒ 22 xyxy=(118,352,428,383)
directory-entry: Kreusch Wwe., F. M. C., Rentiere, bei der Apostelkirche 4, ☒ 19 xyxy=(118,560,391,591)
column-3 xyxy=(772,160,1095,1940)
directory-entry: — Heinr., Zimmerm., Hammerbrookstr. 73, ☒ 15 xyxy=(118,1632,420,1663)
directory-entry: — Joh., Arbtr., Herderstr. 11, H. 5, ☒ 21 xyxy=(1099,624,1360,639)
directory-entry: Kriepke, A., Verwalter, Zeughausstr. 34, ☒ 9 xyxy=(1099,1776,1391,1791)
directory-entry: Krienke, Carl, Schutzm., Semperstr. 4 xyxy=(1099,1648,1352,1663)
directory-entry: — M., Steinkohlenhdlg., BCto: Nordd. B., ☎ V, 5015, Willistr. 31/33, ☒ 39, Wohn: ☎ V, 5015 N 1, Gr.-Borstel, Moorweg 21 xyxy=(445,336,755,383)
directory-entry: Kreutziger Wwe., Auguste, Admiralitätstrasse 62/63, ☒ 11 xyxy=(445,160,752,191)
directory-entry: — Frl. Lina, höhere Mädchenschule, BCto: Deutsche B. Fil. Hbg., ☎ III, 1769, Sprechst. tägl. v. 11—12 Uhr, Holzdamm 22, ☒ 5 u. Isestr. 146, ☒ 37, Wohn: ☎ VIII, 6969, Blumenau 181, ☒ 23 xyxy=(118,688,430,767)
directory-entry: — Rich., Zimmermann, Wrangelstr. 113 xyxy=(118,1024,381,1039)
directory-entry: — Aug., Fettwaren, Ausschlägerallee 129 xyxy=(1099,1792,1375,1807)
directory-entry: Kriemelberg, Fr. W., Ewerf., Sitz, Billh. Röhrendamm 104a xyxy=(1099,1376,1356,1407)
directory-entry: — O., Wäscherei, Malzweg 17, ☒ 25 xyxy=(445,960,681,975)
directory-entry: Kricke Wwe., Aug., Kegeldeich 18, ☒ 23 xyxy=(772,320,1037,335)
directory-entry: — Frl. Pauline, Pensionat, Besenbinderhof 40, ☒ 1 xyxy=(1099,832,1405,863)
directory-entry: — G., Schmied, Lastropsweg 38, ☒ 19 xyxy=(445,624,696,639)
directory-entry: Kriedte, Aug., Glaser-Mstr., kl. Schäferkamp 14, ☒ 6 xyxy=(772,1040,1068,1071)
directory-entry: — Emil M., Sekret. a. D., Wandsbeckerchaussee 122, H. 3, ☒ 23 xyxy=(1099,464,1417,495)
directory-entry: Kreyser, Joh. P., Bücherrevisor, Lastropsweg 26, ☒ 19 xyxy=(445,1856,764,1887)
directory-entry: Kreuzfeld, Carl, Kolonialw., ☎ V, 1795, Hufnerstr. 98a, ☒ 33 xyxy=(445,848,703,879)
page-footer xyxy=(145,2015,1485,2051)
directory-entry: — J. C., Beamter, Reuterstr. 8, ☒ 21 xyxy=(1099,240,1331,255)
directory-entry: — P., Maschinist, Bankstr. 186, ☒ 1 xyxy=(772,1616,1003,1631)
directory-entry: — R., Hafenarbtr., Pinnasberg 8, ☒ 4 xyxy=(118,1456,361,1471)
directory-entry: — Wwe., Frieder., Näherin, Billh. Mühlenweg 18, ☒ 27 xyxy=(772,704,1075,735)
directory-entry: Kries, G. H., I/Fa Kries & Nehls, Fichtestr. 9, ☒ 23 xyxy=(1099,1840,1407,1871)
directory-entry: — Frl. M., Konfektion, Danzigerstr. 22 xyxy=(445,592,698,607)
directory-entry: — O. R. O., Schmied, Grasweg 6, ☒ 20 xyxy=(772,1600,1022,1615)
directory-entry: — Wilhelm, Kornumstecher, Bürgerweide 71/78, H. 9, ☒ 23 xyxy=(445,1472,722,1503)
directory-entry: — Joach., Arbtr., Kreuzbrook 20, ☒ 5 xyxy=(445,1392,687,1407)
